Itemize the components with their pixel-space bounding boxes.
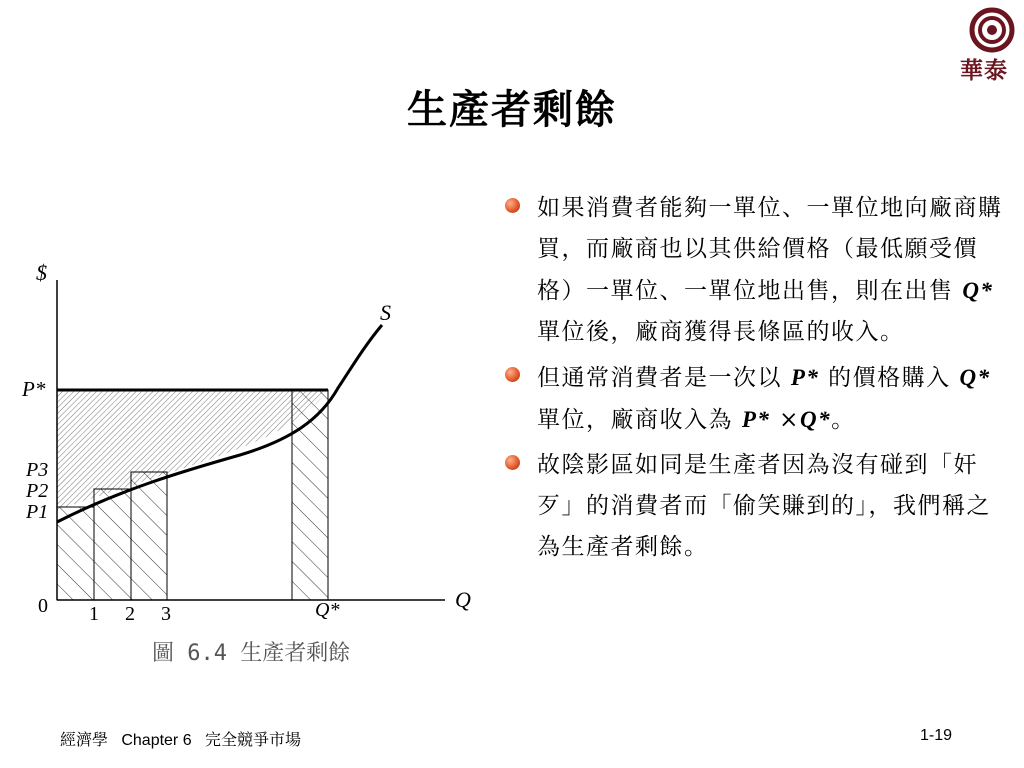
origin-label: 0 <box>38 595 48 617</box>
bullet-item: 如果消費者能夠一單位、一單位地向廠商購買，而廠商也以其供給價格（最低願受價格）一單位、一單位地出售，則在出售 Q* 單位後，廠商獲得長條區的收入。 <box>505 188 1005 353</box>
p3-label: P3 <box>26 459 49 481</box>
x-tick-qstar: Q* <box>315 599 340 621</box>
x-tick-3: 3 <box>161 603 171 625</box>
bullet-icon <box>505 367 520 382</box>
supply-curve-diagram <box>0 250 490 650</box>
bullet-item: 但通常消費者是一次以 P* 的價格購入 Q* 單位，廠商收入為 P* ×Q*。 <box>505 357 1005 441</box>
bullet-icon <box>505 455 520 470</box>
p2-label: P2 <box>26 480 49 502</box>
strip-2 <box>94 489 131 600</box>
y-axis-label: $ <box>36 260 47 285</box>
footer-course: 經濟學 Chapter 6 完全競爭市場 <box>60 732 301 749</box>
curve-label: S <box>380 300 391 325</box>
bullet-icon <box>505 198 520 213</box>
bullet-list <box>505 188 1005 572</box>
pstar-label: P* <box>22 377 46 401</box>
logo-text: 華泰 <box>960 57 1008 84</box>
bullet-item: 故陰影區如同是生產者因為沒有碰到「奸歹」的消費者而「偷笑賺到的」，我們稱之為生產者剩餘。 <box>505 445 1005 568</box>
p1-label: P1 <box>26 501 49 523</box>
producer-surplus-figure <box>0 250 490 670</box>
x-tick-1: 1 <box>89 603 99 625</box>
x-tick-2: 2 <box>125 603 135 625</box>
strip-3 <box>131 472 167 600</box>
slide-title: 生產者剩餘 <box>407 86 617 133</box>
x-axis-label: Q <box>455 587 471 612</box>
figure-caption: 圖 6.4 生產者剩餘 <box>152 641 351 666</box>
footer-page-number: 1-19 <box>920 727 953 744</box>
strip-1 <box>57 507 94 600</box>
